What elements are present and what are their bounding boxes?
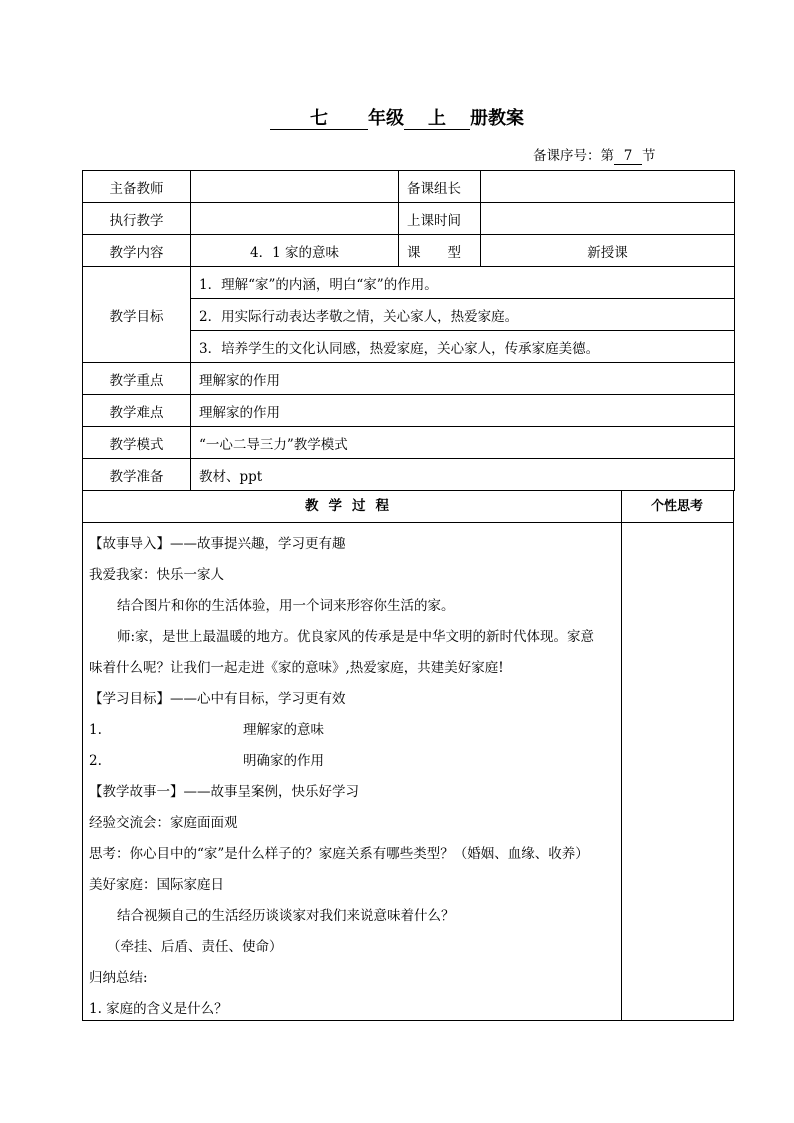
title-suffix: 册教案 [470, 108, 524, 129]
prep-label: 教学准备 [83, 459, 191, 491]
group-leader-label: 备课组长 [399, 171, 481, 203]
type-value: 新授课 [481, 235, 735, 267]
process-line: 美好家庭：国际家庭日 [89, 877, 224, 893]
process-line: 经验交流会：家庭面面观 [89, 815, 238, 831]
prep-value: 教材、ppt [191, 459, 735, 491]
page-title [0, 104, 794, 130]
lesson-no-prefix: 备课序号：第 [533, 148, 614, 164]
process-line: 结合视频自己的生活经历谈谈家对我们来说意味着什么？ [117, 908, 455, 924]
table-row [83, 203, 735, 235]
table-row [83, 459, 735, 491]
process-line: 味着什么呢？让我们一起走进《家的意味》,热爱家庭，共建美好家庭! [89, 660, 504, 676]
focus-value: 理解家的作用 [191, 363, 735, 395]
process-line: 师:家，是世上最温暖的地方。优良家风的传承是是中华文明的新时代体现。家意 [117, 629, 595, 645]
table-row [83, 235, 735, 267]
teaching-process-section [82, 491, 734, 1021]
lesson-info-table [82, 170, 735, 491]
executing-label: 执行教学 [83, 203, 191, 235]
goals-label: 教学目标 [83, 267, 191, 363]
objective-text: 理解家的意味 [243, 722, 324, 738]
executing-field[interactable] [191, 203, 399, 235]
table-row [83, 267, 735, 299]
process-header-side: 个性思考 [650, 499, 703, 514]
goal-item: 1．理解“家”的内涵，明白“家”的作用。 [191, 267, 735, 299]
lesson-number [533, 144, 656, 165]
content-label: 教学内容 [83, 235, 191, 267]
process-line: 我爱我家：快乐一家人 [89, 567, 224, 583]
main-teacher-label: 主备教师 [83, 171, 191, 203]
table-row [83, 395, 735, 427]
goal-item: 2．用实际行动表达孝敬之情，关心家人，热爱家庭。 [191, 299, 735, 331]
main-teacher-field[interactable] [191, 171, 399, 203]
process-line: 结合图片和你的生活体验，用一个词来形容你生活的家。 [117, 598, 455, 614]
process-body[interactable] [83, 522, 621, 1025]
lesson-no-value: 7 [614, 149, 642, 165]
column-divider [621, 491, 622, 1020]
process-line: 【教学故事一】——故事呈案例，快乐好学习 [89, 784, 359, 800]
table-row [83, 171, 735, 203]
focus-label: 教学重点 [83, 363, 191, 395]
objective-number: 2. [89, 753, 102, 769]
table-row [83, 363, 735, 395]
goal-item: 3．培养学生的文化认同感，热爱家庭，关心家人，传承家庭美德。 [191, 331, 735, 363]
mode-value: “一心二导三力”教学模式 [191, 427, 735, 459]
objective-number: 1. [89, 722, 102, 738]
process-header-main: 教学过程 [305, 498, 399, 514]
lesson-no-suffix: 节 [642, 148, 656, 164]
process-line: 思考：你心目中的“家”是什么样子的？家庭关系有哪些类型？（婚姻、血缘、收养） [89, 846, 589, 862]
group-leader-field[interactable] [481, 171, 735, 203]
objective-text: 明确家的作用 [243, 753, 324, 769]
class-time-label: 上课时间 [399, 203, 481, 235]
class-time-field[interactable] [481, 203, 735, 235]
process-line: 1. 家庭的含义是什么？ [89, 1001, 228, 1017]
objective-item [83, 746, 621, 777]
grade-suffix: 年级 [368, 108, 404, 129]
objective-item [83, 715, 621, 746]
difficulty-value: 理解家的作用 [191, 395, 735, 427]
process-header [83, 491, 733, 523]
process-line: 【故事导入】——故事提兴趣，学习更有趣 [89, 536, 346, 552]
difficulty-label: 教学难点 [83, 395, 191, 427]
grade-blank: 七 [270, 109, 368, 130]
type-label: 课 型 [399, 235, 481, 267]
table-row [83, 427, 735, 459]
content-value: 4．1 家的意味 [191, 235, 399, 267]
term-blank: 上 [404, 109, 470, 130]
process-line: （牵挂、后盾、责任、使命） [107, 939, 283, 955]
mode-label: 教学模式 [83, 427, 191, 459]
process-line: 归纳总结: [89, 970, 148, 986]
process-line: 【学习目标】——心中有目标，学习更有效 [89, 691, 346, 707]
